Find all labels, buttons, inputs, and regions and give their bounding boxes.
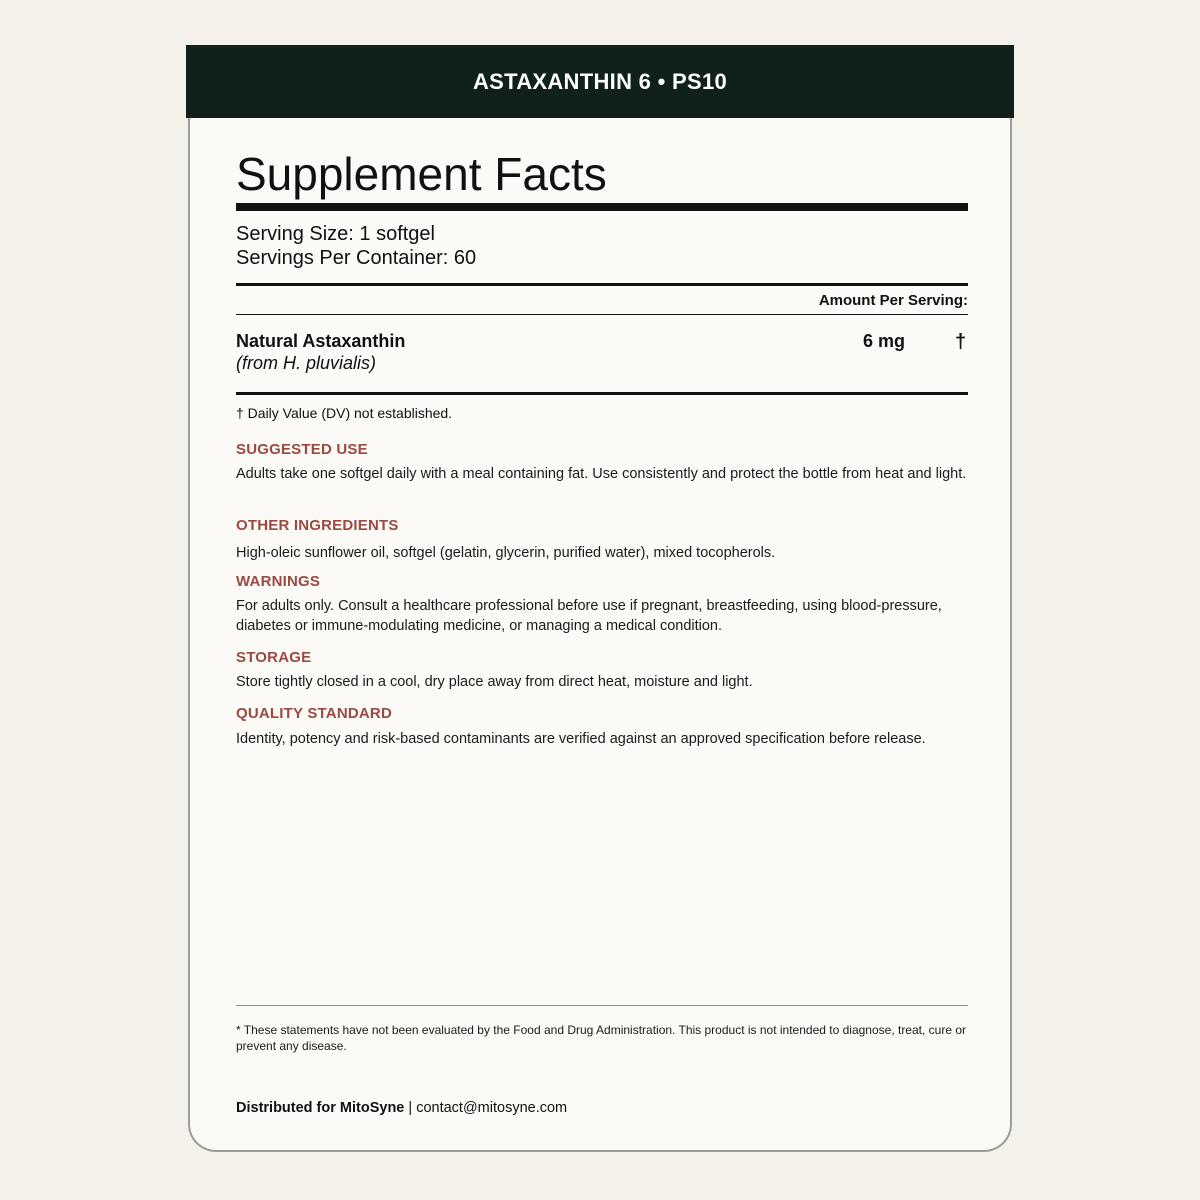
nutrient-dv-mark: † — [955, 331, 967, 353]
nutrient-amount: 6 mg — [863, 331, 906, 351]
section-text-storage: Store tightly closed in a cool, dry place away from direct heat, moisture and light. — [236, 674, 753, 690]
label-panel — [188, 118, 1012, 1152]
supplement-label — [186, 45, 1014, 1155]
nutrient-rule — [236, 392, 968, 395]
facts-thick-rule — [236, 203, 968, 211]
section-heading-suggested-use: SUGGESTED USE — [236, 441, 368, 458]
serving-info — [236, 222, 476, 270]
serving-size: Serving Size: 1 softgel — [236, 223, 435, 245]
product-title: ASTAXANTHIN 6 • PS10 — [472, 68, 728, 94]
section-text-other-ingredients: High-oleic sunflower oil, softgel (gelatin, glycerin, purified water), mixed tocopherols. — [236, 545, 776, 561]
amount-per-serving-label: Amount Per Serving: — [818, 292, 968, 309]
distributor-contact: contact@mitosyne.com — [416, 1100, 568, 1116]
servings-per-container: Servings Per Container: 60 — [236, 247, 477, 269]
distributor-separator: | — [404, 1100, 417, 1116]
nutrient-source: (from H. pluvialis) — [236, 353, 377, 373]
section-heading-storage: STORAGE — [236, 649, 312, 666]
nutrient-name: Natural Astaxanthin — [236, 331, 406, 351]
section-text-warnings: For adults only. Consult a healthcare professional before use if pregnant, breastfeeding, using blood-pressure, diabetes or immune-modulating medicine, or managing a medical condition. — [236, 598, 942, 634]
dv-note: † Daily Value (DV) not established. — [236, 405, 453, 421]
footer-rule — [236, 1005, 968, 1006]
section-heading-other-ingredients: OTHER INGREDIENTS — [236, 517, 399, 534]
section-heading-warnings: WARNINGS — [236, 573, 321, 590]
distributor-line — [236, 1100, 567, 1116]
distributor-name: Distributed for MitoSyne — [236, 1100, 405, 1116]
serving-rule — [236, 283, 968, 286]
product-header-bar — [186, 45, 1014, 118]
section-text-suggested-use: Adults take one softgel daily with a meal containing fat. Use consistently and protect the bottle from heat and light. — [236, 466, 967, 482]
section-text-quality-standard: Identity, potency and risk-based contaminants are verified against an approved specification before release. — [236, 731, 926, 747]
facts-title: Supplement Facts — [236, 148, 607, 200]
fda-disclaimer: * These statements have not been evaluated by the Food and Drug Administration. This product is not intended to diagnose, treat, cure or prevent any disease. — [236, 1023, 967, 1053]
amount-header-rule — [236, 314, 968, 315]
section-heading-quality-standard: QUALITY STANDARD — [236, 705, 392, 722]
